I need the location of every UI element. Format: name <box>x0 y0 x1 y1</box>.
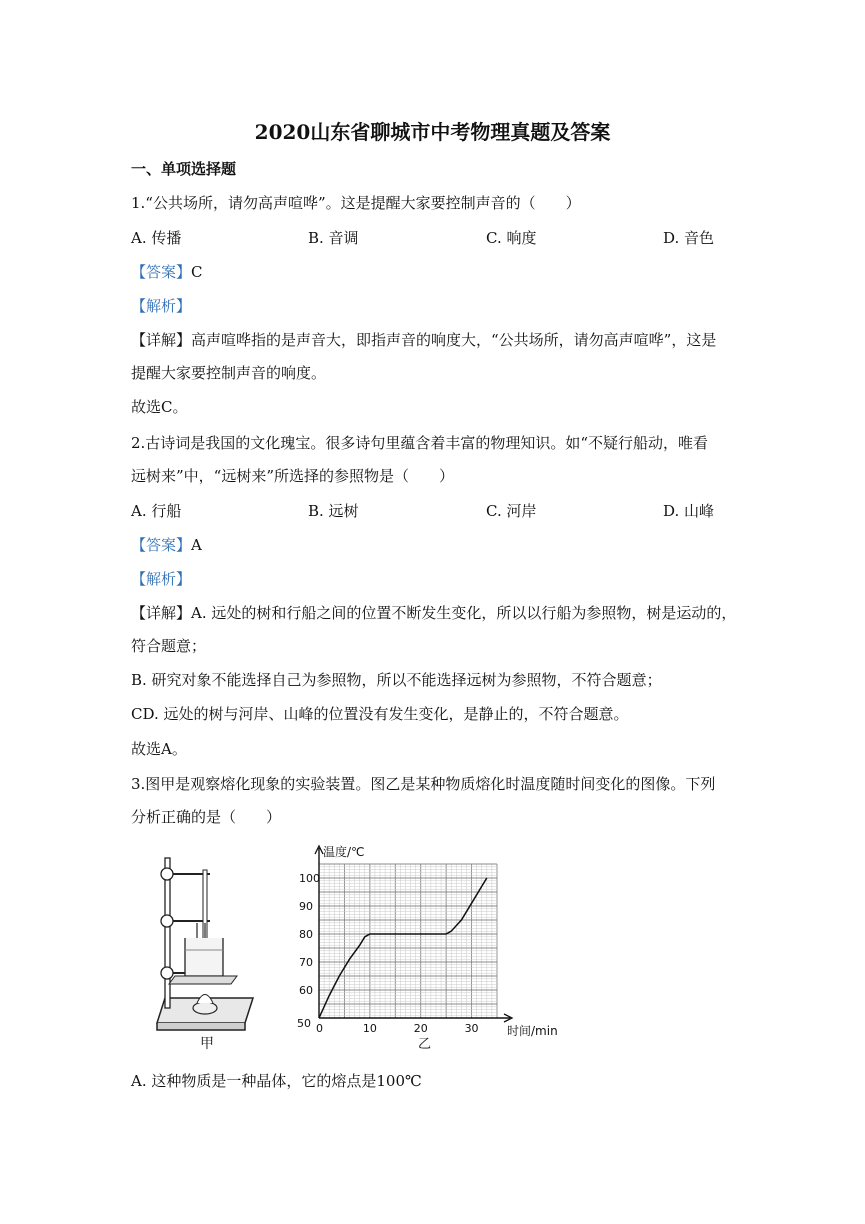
q2-analysis-tag: 【解析】 <box>131 570 192 588</box>
y-tick-label: 90 <box>299 900 313 913</box>
y-tick-label: 50 <box>297 1017 311 1030</box>
answer-tag: 【答案】 <box>131 263 192 281</box>
q3-stem-1: 3.图甲是观察熔化现象的实验装置。图乙是某种物质熔化时温度随时间变化的图像。下列 <box>131 775 716 793</box>
q2-option-c: C. 河岸 <box>486 502 537 520</box>
answer-value: A <box>191 536 202 554</box>
label-yi: 乙 <box>418 1037 432 1052</box>
x-tick-label: 0 <box>316 1022 323 1035</box>
q2-answer <box>131 534 202 555</box>
q3-option-a: A. 这种物质是一种晶体，它的熔点是100℃ <box>131 1072 422 1090</box>
x-tick-label: 20 <box>413 1022 428 1035</box>
q1-option-d: D. 音色 <box>663 229 715 247</box>
q3-figure <box>145 838 565 1053</box>
answer-tag: 【答案】 <box>131 536 192 554</box>
detail-text: 高声喧哗指的是声音大，即指声音的响度大，“公共场所，请勿高声喧哗”，这是 <box>191 331 717 349</box>
melting-apparatus-illustration <box>145 838 275 1053</box>
label-jia: 甲 <box>200 1036 214 1052</box>
temperature-time-chart <box>285 838 560 1053</box>
section-heading: 一、单项选择题 <box>131 160 237 178</box>
q2-option-d: D. 山峰 <box>663 502 715 520</box>
q2-detail-2: 符合题意； <box>131 637 207 655</box>
detail-text: A. 远处的树和行船之间的位置不断发生变化，所以以行船为参照物，树是运动的， <box>191 604 737 622</box>
answer-value: C <box>191 263 203 281</box>
detail-tag: 【详解】 <box>131 331 192 349</box>
q1-analysis-tag: 【解析】 <box>131 297 192 315</box>
q1-detail-1 <box>131 329 716 350</box>
q1-conclusion: 故选C。 <box>131 398 188 416</box>
q2-stem-2: 远树来”中，“远树来”所选择的参照物是（ ） <box>131 467 455 485</box>
x-tick-label: 30 <box>464 1022 479 1035</box>
document-title: 2020山东省聊城市中考物理真题及答案 <box>254 120 611 144</box>
q2-option-b: B. 远树 <box>308 502 359 520</box>
y-tick-label: 70 <box>299 956 313 969</box>
chart-grid <box>319 864 497 1018</box>
q2-conclusion: 故选A。 <box>131 740 187 758</box>
x-tick-label: 10 <box>362 1022 377 1035</box>
q2-option-a: A. 行船 <box>131 502 182 520</box>
y-axis-label: 温度/℃ <box>323 845 365 859</box>
detail-tag: 【详解】 <box>131 604 192 622</box>
y-tick-label: 100 <box>299 872 320 885</box>
q1-answer <box>131 261 203 282</box>
q2-detail-4: CD. 远处的树与河岸、山峰的位置没有发生变化，是静止的，不符合题意。 <box>131 705 629 723</box>
x-axis-label: 时间/min <box>507 1024 558 1038</box>
q3-stem-2: 分析正确的是（ ） <box>131 808 282 826</box>
y-tick-label: 80 <box>299 928 313 941</box>
y-tick-label: 60 <box>299 984 313 997</box>
q2-detail-3: B. 研究对象不能选择自己为参照物，所以不能选择远树为参照物，不符合题意； <box>131 671 662 689</box>
q1-detail-2: 提醒大家要控制声音的响度。 <box>131 364 327 382</box>
q1-option-a: A. 传播 <box>131 229 182 247</box>
q1-option-b: B. 音调 <box>308 229 359 247</box>
q1-stem: 1.“公共场所，请勿高声喧哗”。这是提醒大家要控制声音的（ ） <box>131 194 581 212</box>
q2-detail-1 <box>131 602 736 623</box>
q2-stem-1: 2.古诗词是我国的文化瑰宝。很多诗句里蕴含着丰富的物理知识。如“不疑行船动，唯看 <box>131 434 708 452</box>
q1-option-c: C. 响度 <box>486 229 537 247</box>
